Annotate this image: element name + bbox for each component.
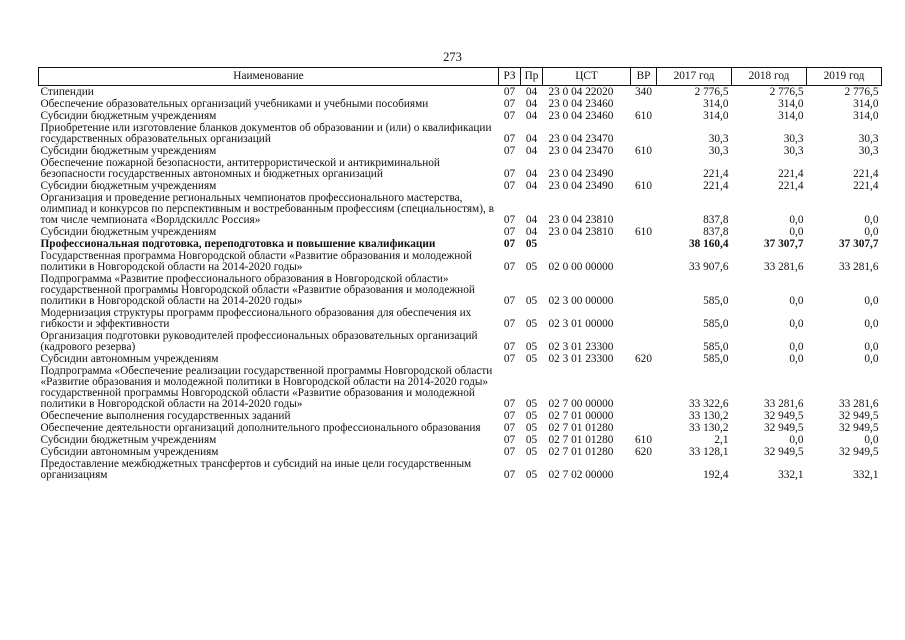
cell-name: Профессиональная подготовка, переподготовка и повышение квалификации [40,238,436,250]
cell-vr [631,365,657,410]
cell-rz: 07 [503,261,516,273]
cell-y2018: 221,4 [778,168,804,180]
table-row [39,145,882,157]
cell-y2019: 314,0 [853,98,879,110]
cell-vr [631,422,657,434]
cell-rz: 07 [503,341,516,353]
cell-vr: 610 [635,180,652,192]
cell-y2018: 0,0 [789,434,804,446]
cell-y2017: 30,3 [708,133,729,145]
cell-pr: 05 [525,434,538,446]
cell-y2018: 33 281,6 [763,261,804,273]
table-row [39,250,882,273]
cell-pr: 05 [525,295,538,307]
cell-pr: 04 [525,86,538,98]
cell-cst [543,238,631,250]
cell-y2019: 221,4 [853,168,879,180]
table-row [39,110,882,122]
cell-y2017: 837,8 [703,226,729,238]
cell-cst: 23 0 04 22020 [548,86,614,98]
cell-y2018: 30,3 [783,133,804,145]
header-vr: ВР [631,68,657,86]
cell-y2017: 2 776,5 [694,86,729,98]
cell-name: Организация и проведение региональных чемпионатов профессионального мастерства, олимпиад и конкурсов по перспективным и востребованным профессиям (специальностям), в том числе чемпионата «Ворлдскиллс Россия» [40,192,494,226]
cell-name: Государственная программа Новгородской области «Развитие образования и молодежной политики в Новгородской области на 2014-2020 годы» [40,250,472,273]
cell-cst: 02 3 01 23300 [548,341,614,353]
header-name: Наименование [39,68,499,86]
cell-rz: 07 [503,86,516,98]
cell-y2018: 332,1 [778,469,804,481]
header-row [39,68,882,86]
cell-rz: 07 [503,410,516,422]
cell-name: Организация подготовки руководителей профессиональных образовательных организаций (кадрового резерва) [40,330,478,353]
cell-y2017: 314,0 [703,110,729,122]
cell-cst: 02 3 01 23300 [548,353,614,365]
cell-vr [631,330,657,353]
table-row [39,307,882,330]
cell-pr: 05 [525,410,538,422]
cell-y2019: 30,3 [858,133,879,145]
cell-rz: 07 [503,469,516,481]
cell-cst: 23 0 04 23460 [548,110,614,122]
cell-vr: 610 [635,226,652,238]
cell-y2019: 0,0 [864,353,879,365]
header-2019: 2019 год [807,68,882,86]
cell-vr [631,250,657,273]
cell-y2017: 33 907,6 [688,261,729,273]
cell-cst: 02 0 00 00000 [548,261,614,273]
cell-pr: 04 [525,133,538,145]
cell-y2018: 37 307,7 [763,238,804,250]
cell-rz: 07 [503,98,516,110]
cell-vr [631,238,657,250]
cell-pr: 04 [525,145,538,157]
cell-name: Субсидии бюджетным учреждениям [40,180,217,192]
cell-vr [631,122,657,145]
cell-cst: 02 7 01 01280 [548,446,614,458]
table-row [39,434,882,446]
cell-pr: 05 [525,422,538,434]
cell-rz: 07 [503,446,516,458]
cell-cst: 02 3 01 00000 [548,318,614,330]
cell-vr [631,98,657,110]
table-row [39,180,882,192]
cell-y2018: 314,0 [778,98,804,110]
header-2018: 2018 год [732,68,807,86]
cell-y2018: 2 776,5 [769,86,804,98]
cell-cst: 02 7 01 01280 [548,422,614,434]
cell-pr: 04 [525,214,538,226]
cell-y2018: 0,0 [789,214,804,226]
cell-pr: 05 [525,446,538,458]
table-row [39,122,882,145]
cell-y2018: 32 949,5 [763,446,804,458]
cell-y2017: 30,3 [708,145,729,157]
cell-y2017: 192,4 [703,469,729,481]
header-pr: Пр [521,68,543,86]
cell-rz: 07 [503,145,516,157]
cell-pr: 04 [525,98,538,110]
cell-y2018: 0,0 [789,318,804,330]
cell-cst: 02 7 00 00000 [548,398,614,410]
cell-y2018: 0,0 [789,226,804,238]
cell-y2019: 32 949,5 [838,410,879,422]
cell-pr: 05 [525,238,538,250]
cell-y2019: 30,3 [858,145,879,157]
cell-y2017: 314,0 [703,98,729,110]
cell-rz: 07 [503,180,516,192]
cell-pr: 04 [525,110,538,122]
table-row [39,226,882,238]
cell-cst: 23 0 04 23490 [548,168,614,180]
table-row [39,353,882,365]
cell-cst: 02 3 00 00000 [548,295,614,307]
cell-name: Стипендии [40,86,94,98]
table-row [39,157,882,180]
cell-y2019: 37 307,7 [838,238,879,250]
cell-y2018: 32 949,5 [763,422,804,434]
cell-y2019: 0,0 [864,295,879,307]
cell-vr [631,157,657,180]
cell-vr: 610 [635,145,652,157]
cell-cst: 23 0 04 23490 [548,180,614,192]
table-body [39,86,882,482]
cell-vr: 610 [635,434,652,446]
header-2017: 2017 год [657,68,732,86]
cell-y2019: 0,0 [864,341,879,353]
cell-cst: 23 0 04 23460 [548,98,614,110]
cell-pr: 04 [525,180,538,192]
table-row [39,192,882,226]
table-row [39,98,882,110]
cell-rz: 07 [503,398,516,410]
cell-y2019: 33 281,6 [838,398,879,410]
cell-rz: 07 [503,214,516,226]
header-cst: ЦСТ [543,68,631,86]
table-row [39,365,882,410]
cell-pr: 05 [525,318,538,330]
cell-y2018: 221,4 [778,180,804,192]
table-row [39,410,882,422]
cell-cst: 23 0 04 23810 [548,226,614,238]
cell-y2019: 33 281,6 [838,261,879,273]
cell-name: Субсидии автономным учреждениям [40,446,219,458]
cell-rz: 07 [503,110,516,122]
cell-rz: 07 [503,226,516,238]
cell-y2018: 30,3 [783,145,804,157]
cell-name: Субсидии автономным учреждениям [40,353,219,365]
table-row [39,238,882,250]
cell-cst: 02 7 02 00000 [548,469,614,481]
cell-name: Подпрограмма «Обеспечение реализации государственной программы Новгородской области «Развитие образования и молодежной политики в Новгородской области на 2014-2020 годы» государственной программы Новгородской области «Развитие образования и молодежной политики в Новгородской области на 2014-2020 годы» [40,365,493,410]
cell-y2017: 837,8 [703,214,729,226]
cell-vr [631,192,657,226]
header-rz: РЗ [499,68,521,86]
cell-y2019: 2 776,5 [844,86,879,98]
cell-y2019: 314,0 [853,110,879,122]
cell-vr [631,410,657,422]
cell-cst: 02 7 01 01280 [548,434,614,446]
cell-pr: 05 [525,469,538,481]
cell-y2018: 0,0 [789,353,804,365]
table-row [39,330,882,353]
cell-name: Обеспечение выполнения государственных заданий [40,410,291,422]
cell-y2019: 332,1 [853,469,879,481]
cell-y2019: 0,0 [864,226,879,238]
cell-vr: 610 [635,110,652,122]
table-row [39,86,882,99]
cell-pr: 04 [525,168,538,180]
table-row [39,458,882,481]
cell-y2018: 0,0 [789,341,804,353]
cell-y2017: 33 322,6 [688,398,729,410]
cell-cst: 02 7 01 00000 [548,410,614,422]
cell-name: Субсидии бюджетным учреждениям [40,226,217,238]
cell-y2017: 33 130,2 [688,410,729,422]
cell-rz: 07 [503,133,516,145]
cell-cst: 23 0 04 23810 [548,214,614,226]
cell-rz: 07 [503,168,516,180]
cell-name: Субсидии бюджетным учреждениям [40,110,217,122]
cell-y2019: 32 949,5 [838,422,879,434]
budget-table [38,67,882,481]
table-row [39,422,882,434]
cell-rz: 07 [503,434,516,446]
cell-pr: 04 [525,226,538,238]
cell-y2017: 221,4 [703,168,729,180]
cell-y2019: 221,4 [853,180,879,192]
cell-vr: 620 [635,353,652,365]
cell-name: Обеспечение образовательных организаций учебниками и учебными пособиями [40,98,429,110]
cell-y2019: 0,0 [864,214,879,226]
cell-y2017: 2,1 [714,434,729,446]
cell-name: Приобретение или изготовление бланков документов об образовании и (или) о квалификации государственных образовательных организаций [40,122,492,145]
cell-rz: 07 [503,295,516,307]
cell-rz: 07 [503,318,516,330]
cell-vr [631,307,657,330]
cell-y2018: 32 949,5 [763,410,804,422]
cell-y2019: 0,0 [864,434,879,446]
cell-vr [631,273,657,307]
cell-y2017: 33 128,1 [688,446,729,458]
cell-cst: 23 0 04 23470 [548,133,614,145]
cell-pr: 05 [525,261,538,273]
cell-vr: 620 [635,446,652,458]
cell-y2017: 585,0 [703,295,729,307]
cell-y2017: 585,0 [703,353,729,365]
cell-vr [631,458,657,481]
table-row [39,446,882,458]
cell-vr: 340 [635,86,652,98]
cell-y2018: 33 281,6 [763,398,804,410]
cell-y2018: 0,0 [789,295,804,307]
cell-y2017: 33 130,2 [688,422,729,434]
cell-pr: 05 [525,341,538,353]
cell-pr: 05 [525,398,538,410]
cell-name: Подпрограмма «Развитие профессионального образования в Новгородской области» государственной программы Новгородской области «Развитие образования и молодежной политики в Новгородской области на 2014-2020 годы» [40,273,475,307]
cell-name: Обеспечение деятельности организаций дополнительного профессионального образования [40,422,481,434]
cell-y2019: 0,0 [864,318,879,330]
page-number: 273 [443,50,462,64]
cell-y2019: 32 949,5 [838,446,879,458]
cell-name: Обеспечение пожарной безопасности, антитеррористической и антикриминальной безопасности государственных автономных и бюджетных организаций [40,157,440,180]
cell-y2017: 585,0 [703,341,729,353]
cell-rz: 07 [503,238,516,250]
cell-pr: 05 [525,353,538,365]
table-row [39,273,882,307]
cell-rz: 07 [503,353,516,365]
cell-y2017: 221,4 [703,180,729,192]
cell-cst: 23 0 04 23470 [548,145,614,157]
cell-name: Субсидии бюджетным учреждениям [40,145,217,157]
cell-y2017: 38 160,4 [688,238,729,250]
cell-name: Субсидии бюджетным учреждениям [40,434,217,446]
cell-name: Модернизация структуры программ профессионального образования для обеспечения их гибкости и эффективности [40,307,472,330]
cell-name: Предоставление межбюджетных трансфертов и субсидий на иные цели государственным организациям [40,458,472,481]
cell-y2018: 314,0 [778,110,804,122]
cell-rz: 07 [503,422,516,434]
cell-y2017: 585,0 [703,318,729,330]
